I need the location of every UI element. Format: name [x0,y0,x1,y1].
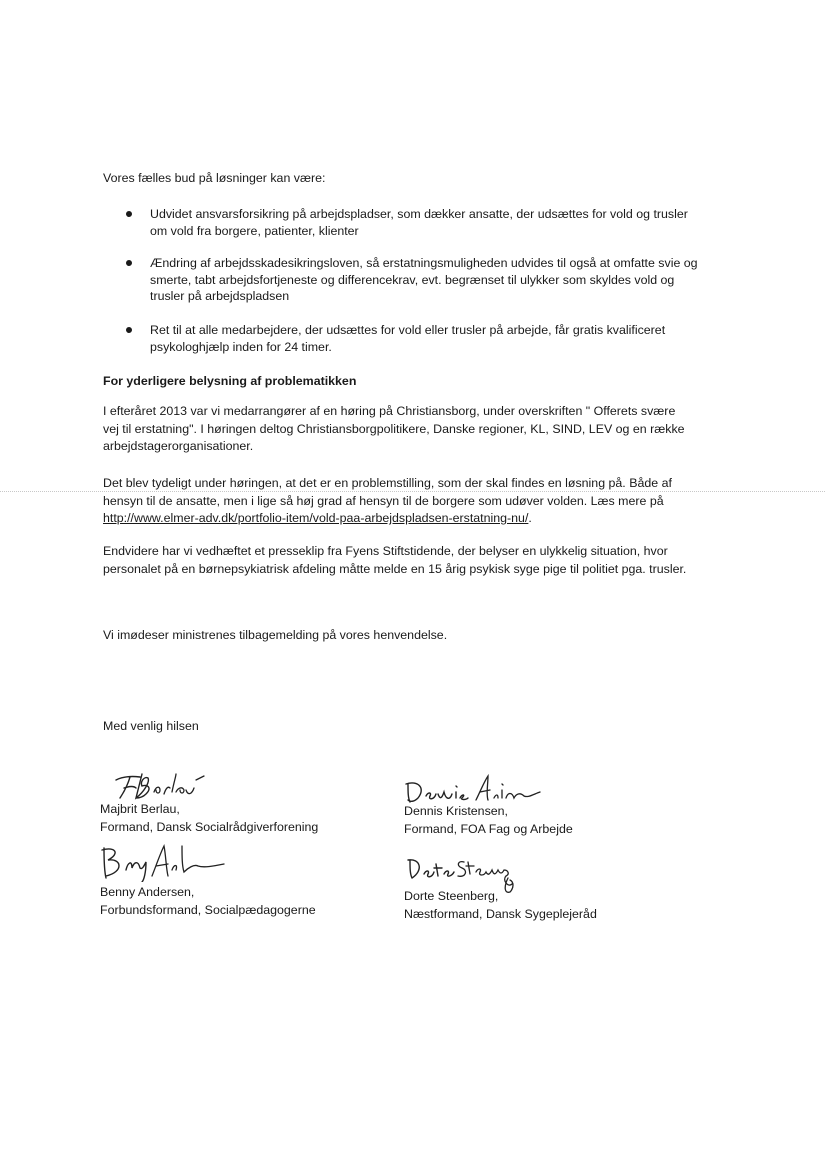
intro-text: Vores fælles bud på løsninger kan være: [103,171,326,185]
bullet-dot [126,211,132,217]
signature-kristensen [404,772,544,806]
signatory-berlau [100,800,318,836]
signatory-title: Formand, FOA Fag og Arbejde [404,822,573,836]
signatory-name: Benny Andersen, [100,885,195,899]
signature-berlau [110,768,220,802]
signatory-steenberg [404,887,597,923]
signatory-name: Dorte Steenberg, [404,889,499,903]
elmer-adv-link[interactable]: http://www.elmer-adv.dk/portfolio-item/vold-paa-arbejdspladsen-erstatning-nu/ [103,511,529,525]
closing-greeting: Med venlig hilsen [103,719,199,733]
paragraph-press-clip: Endvidere har vi vedhæftet et presseklip fra Fyens Stiftstidende, der belyser en ulykkelig situation, hvor personalet på en børnepsykiatrisk afdeling måtte melde en 15 årig psykisk syge pige til politiet pga. trusler. [103,544,687,576]
paragraph-hearing: I efteråret 2013 var vi medarrangører af en høring på Christiansborg, under overskriften " Offerets svære vej til erstatning". I høringen deltog Christiansborgpolitikere, Danske regioner, KL, SIND, LEV og en række arbejdstagerorganisationer. [103,404,685,453]
bullet-dot [126,327,132,333]
signatory-name: Dennis Kristensen, [404,804,508,818]
signatory-andersen [100,883,316,919]
paragraph-awaiting-reply: Vi imødeser ministrenes tilbagemelding på vores henvendelse. [103,628,448,642]
signature-andersen [98,842,228,882]
paragraph-problem: Det blev tydeligt under høringen, at det er en problemstilling, som der skal findes en løsning på. Både af hensyn til de ansatte, men i lige så høj grad af hensyn til de borgere som udøver volden. Læs mere på http://www.elmer-adv.dk/portfolio-item/vold-paa-arbejdspladsen-erstatning-nu/. [103,476,672,525]
bullet-dot [126,260,132,266]
bullet-item-psychologist: Ret til at alle medarbejdere, der udsættes for vold eller trusler på arbejde, får gratis kvalificeret psykologhjælp inden for 24 timer. [150,323,666,354]
signatory-title: Næstformand, Dansk Sygeplejeråd [404,907,597,921]
section-heading: For yderligere belysning af problematikken [103,374,357,388]
signatory-title: Forbundsformand, Socialpædagogerne [100,903,316,917]
bullet-item-insurance: Udvidet ansvarsforsikring på arbejdspladser, som dækker ansatte, der udsættes for vold og trusler om vold fra borgere, patienter, klienter [150,207,688,238]
bullet-item-law-change: Ændring af arbejdsskadesikringsloven, så erstatningsmuligheden udvides til også at omfatte svie og smerte, tabt arbejdsfortjeneste og differencekrav, evt. begrænset til ulykker som skyldes vold og trusler på arbejdspladsen [150,256,698,303]
signatory-name: Majbrit Berlau, [100,802,180,816]
signatory-kristensen [404,802,573,838]
signatory-title: Formand, Dansk Socialrådgiverforening [100,820,319,834]
